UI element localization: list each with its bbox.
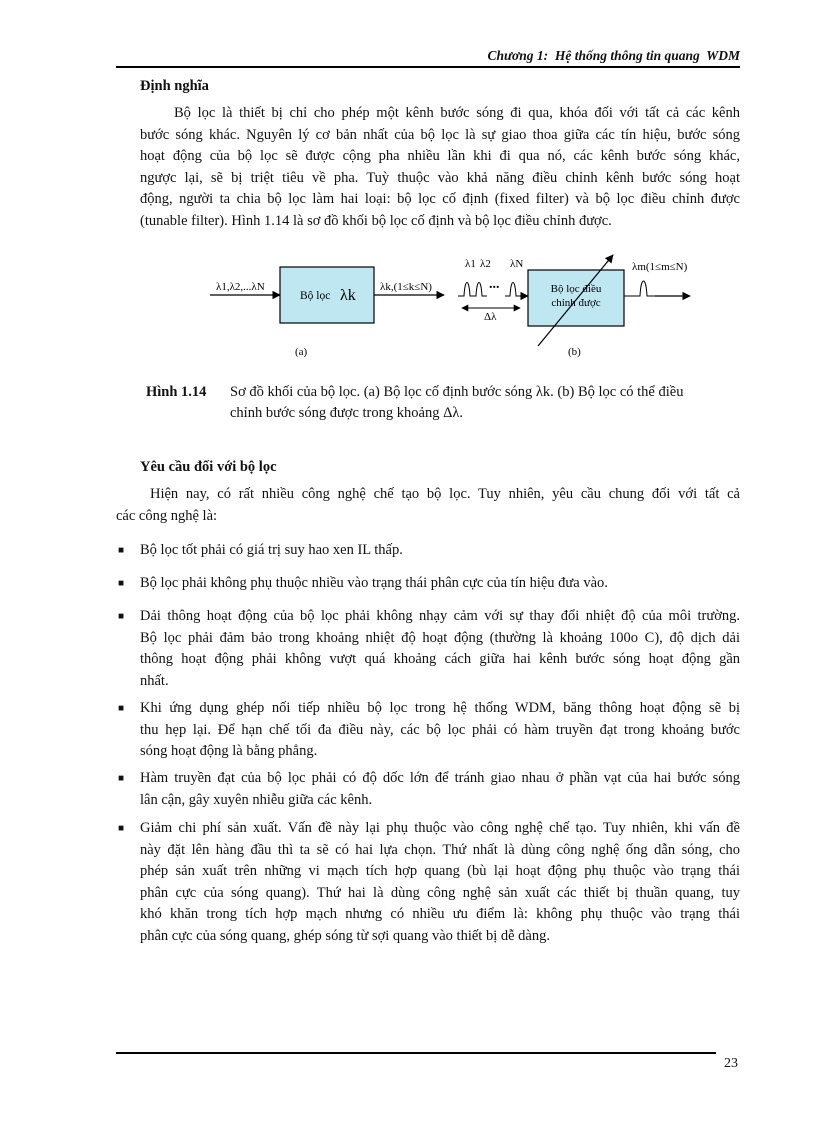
- bullet-marker: ■: [118, 703, 125, 714]
- running-header: Chương 1: Hệ thống thông tin quang WDM: [487, 48, 740, 63]
- filter-block-diagram: [200, 250, 720, 365]
- bullet-marker: ■: [118, 611, 125, 622]
- tunable-filter-label-line2: chỉnh được: [551, 297, 601, 309]
- bullet-item: [140, 698, 740, 763]
- output-spectrum: [624, 281, 655, 296]
- bullet-line: Bộ lọc phải đảm bảo trong khoảng nhiệt độ hoạt động (thường là khoảng 100o C), độ dịch dải: [140, 629, 740, 646]
- bullet-line: phép sản xuất trên những vi mạch tích hợp quang (bù lại hoạt động phụ thuộc vào trạng thái: [140, 863, 740, 879]
- paragraph-line: Bộ lọc là thiết bị chỉ cho phép một kênh bước sóng đi qua, khóa đối với tất cả các kênh: [174, 105, 740, 121]
- bullet-line: Giảm chi phí sản xuất. Vấn đề này lại phụ thuộc vào công nghệ chế tạo. Tuy nhiên, khi vấn đề: [140, 820, 740, 836]
- spectrum-dots: ...: [489, 277, 500, 292]
- tunable-filter-label-line1: Bộ lọc điều: [550, 283, 602, 295]
- tunable-output-label: λm(1≤m≤N): [632, 261, 688, 273]
- caption-line: Sơ đồ khối của bộ lọc. (a) Bộ lọc cố định bước sóng λk. (b) Bộ lọc có thể điều: [230, 384, 684, 400]
- tunable-filter-diagram: [458, 255, 690, 358]
- bullet-line: Bộ lọc phải không phụ thuộc nhiều vào trạng thái phân cực của tín hiệu đưa vào.: [140, 575, 608, 591]
- bullet-line: này đặt lên hàng đầu thì ta sẽ có hai lựa chọn. Thứ nhất là dùng công nghệ ống dẫn sóng, cho: [140, 841, 740, 858]
- fixed-filter-diagram: [210, 267, 444, 358]
- bullet-line: Dải thông hoạt động của bộ lọc phải không nhạy cảm với sự thay đổi nhiệt độ của môi trường.: [140, 608, 740, 624]
- requirements-intro: [116, 484, 740, 527]
- bullet-item: [140, 540, 740, 562]
- fixed-filter-symbol: λk: [340, 287, 356, 304]
- bullet-line: phân cực của sóng quang, ghép sóng từ sợi quang vào thiết bị dễ dàng.: [140, 927, 550, 944]
- sublabel-b: (b): [568, 346, 581, 358]
- paragraph-line: động, người ta chia bộ lọc làm hai loại: bộ lọc cố định (fixed filter) và bộ lọc điều chỉnh được: [140, 191, 740, 207]
- bullet-marker: ■: [118, 578, 125, 589]
- lambda-n-label: λN: [510, 258, 524, 270]
- bullet-line: Bộ lọc tốt phải có giá trị suy hao xen IL thấp.: [140, 542, 403, 558]
- bullet-marker: ■: [118, 773, 125, 784]
- bullet-line: khó khăn trong tích hợp mạch nhưng có nhiều ưu điểm là: không phụ thuộc vào trạng thái: [140, 906, 740, 922]
- bullet-marker: ■: [118, 823, 125, 834]
- bullet-line: lân cận, gây xuyên nhiễu giữa các kênh.: [140, 791, 373, 808]
- bullet-line: phân cực của sóng quang). Thứ hai là dùng công nghệ sản xuất các thiết bị thuần quang, tuy: [140, 884, 740, 901]
- bullet-item: [140, 768, 740, 811]
- requirements-heading: Yêu cầu đối với bộ lọc: [140, 459, 277, 475]
- paragraph-line: ngược lại, sẽ bị triệt tiêu về pha. Tuỳ thuộc vào khả năng điều chỉnh kênh bước sóng hoạt: [140, 169, 740, 186]
- footer-rule: [116, 1052, 716, 1054]
- paragraph-line: Hiện nay, có rất nhiều công nghệ chế tạo bộ lọc. Tuy nhiên, yêu cầu chung đối với tất cả: [150, 486, 740, 502]
- delta-lambda-label: Δλ: [484, 311, 497, 323]
- definition-paragraph: [140, 103, 740, 232]
- bullet-item: [140, 606, 740, 692]
- paragraph-line: bước sóng khác. Nguyên lý cơ bản nhất của bộ lọc là sự giao thoa giữa các tín hiệu, bước sóng: [140, 126, 740, 143]
- lambda-1-label: λ1: [465, 258, 476, 270]
- input-spectrum-left: [458, 283, 487, 297]
- lambda-2-label: λ2: [480, 258, 491, 270]
- input-wavelengths-label: λ1,λ2,...λN: [216, 281, 265, 293]
- bullet-line: Khi ứng dụng ghép nối tiếp nhiều bộ lọc trong hệ thống WDM, băng thông hoạt động sẽ bị: [140, 700, 740, 716]
- paragraph-line: hoạt động của bộ lọc sẽ được cộng pha nhiều lần khi đi qua nó, các kênh bước sóng khác,: [140, 148, 740, 164]
- page-number: 23: [724, 1056, 738, 1071]
- definition-heading: Định nghĩa: [140, 78, 209, 94]
- caption-line: chỉnh bước sóng được trong khoảng Δλ.: [230, 405, 464, 421]
- bullet-item: [140, 573, 740, 595]
- bullet-line: nhất.: [140, 672, 169, 689]
- paragraph-line: (tunable filter). Hình 1.14 là sơ đồ khối bộ lọc cố định và bộ lọc điều chỉnh được.: [140, 212, 612, 229]
- bullet-line: thu hẹp lại. Để hạn chế tối đa điều này, các bộ lọc phải có hàm truyền đạt trong khoảng bước: [140, 721, 740, 738]
- output-wavelength-label: λk,(1≤k≤N): [380, 281, 432, 293]
- fixed-filter-label: Bộ lọc: [300, 290, 331, 302]
- figure-caption-label: Hình 1.14: [146, 384, 207, 400]
- header-rule: [116, 66, 740, 68]
- figure-caption: [230, 382, 740, 424]
- bullet-item: [140, 818, 740, 947]
- sublabel-a: (a): [295, 346, 308, 358]
- bullet-marker: ■: [118, 545, 125, 556]
- bullet-line: Hàm truyền đạt của bộ lọc phải có độ dốc lớn để tránh giao nhau ở phần vạt của hai bước sóng: [140, 770, 740, 786]
- bullet-line: sóng hoạt động là bằng phẳng.: [140, 743, 318, 759]
- input-spectrum-right: [505, 283, 520, 297]
- bullet-line: thông hoạt động phải không vượt quá khoảng cách giữa hai kênh bước sóng hoạt động gần: [140, 651, 740, 667]
- paragraph-line: các công nghệ là:: [116, 507, 218, 524]
